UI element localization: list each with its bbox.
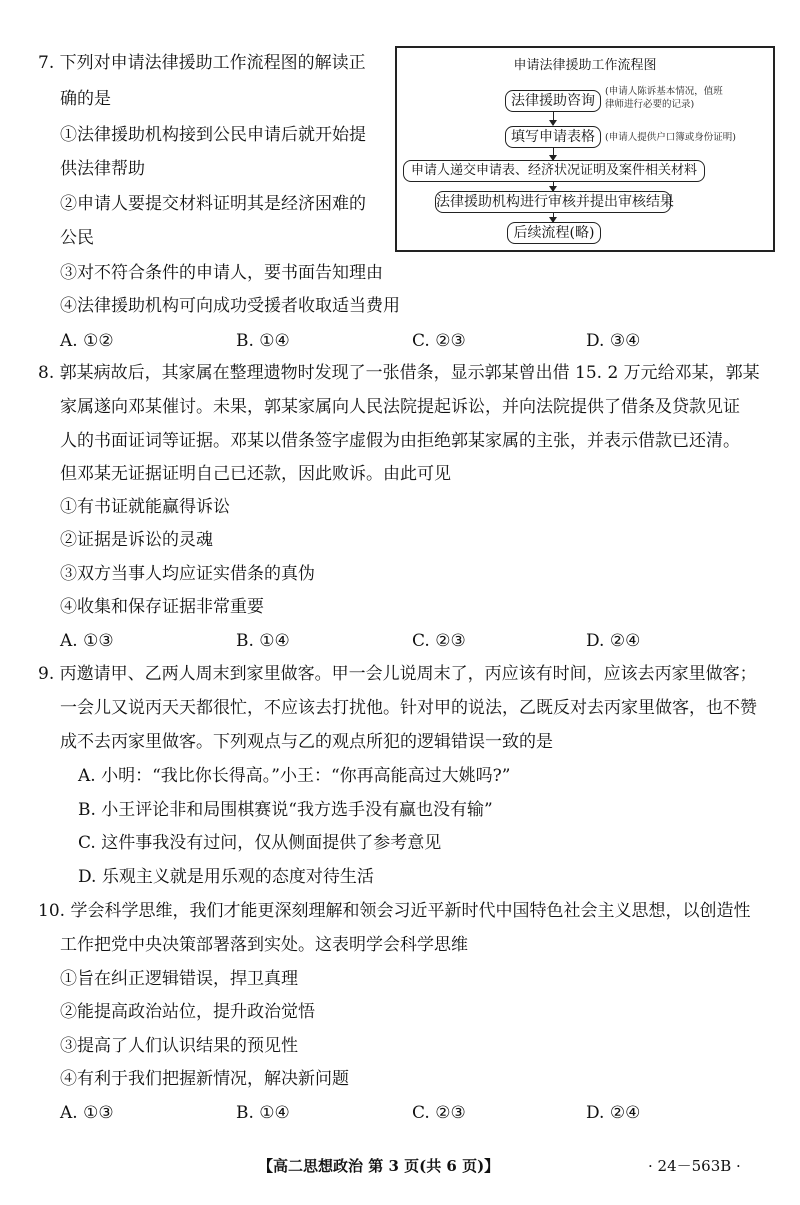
q9-stem-line3: 成不去丙家里做客。下列观点与乙的观点所犯的逻辑错误一致的是: [60, 732, 553, 752]
q8-statement-4: ④收集和保存证据非常重要: [60, 597, 264, 617]
flow-step-form: 填写申请表格: [505, 126, 601, 148]
flow-note-1a: (申请人陈诉基本情况，值班: [605, 86, 723, 97]
q7-option-a: A. ①②: [60, 331, 114, 351]
q10-option-a: A. ①③: [60, 1103, 114, 1123]
q7-statement-2a: ②申请人要提交材料证明其是经济困难的: [60, 194, 366, 214]
flowchart-title: 申请法律援助工作流程图: [513, 58, 657, 73]
flow-note-1b: 律师进行必要的记录): [605, 99, 695, 110]
flow-arrow-3: [553, 181, 554, 191]
q8-statement-3: ③双方当事人均应证实借条的真伪: [60, 564, 315, 584]
flow-arrow-2: [553, 148, 554, 160]
legal-aid-flowchart: [395, 46, 775, 252]
q9-option-c: C. 这件事我没有过问，仅从侧面提供了参考意见: [78, 833, 442, 853]
flow-step-review: 法律援助机构进行审核并提出审核结果: [435, 191, 671, 213]
q9-option-a: A. 小明：“我比你长得高。”小王：“你再高能高过大姚吗?”: [78, 766, 511, 786]
q7-statement-1b: 供法律帮助: [60, 159, 145, 179]
q8-stem-line4: 但邓某无证据证明自己已还款，因此败诉。由此可见: [60, 464, 451, 484]
q8-statement-2: ②证据是诉讼的灵魂: [60, 530, 213, 550]
q10-stem-line1: 10. 学会科学思维，我们才能更深刻理解和领会习近平新时代中国特色社会主义思想，以创造性: [38, 901, 751, 921]
q8-option-c: C. ②③: [412, 631, 466, 651]
q10-option-d: D. ②④: [586, 1103, 641, 1123]
q7-stem-line2: 确的是: [60, 89, 111, 109]
q10-stem-line2: 工作把党中央决策部署落到实处。这表明学会科学思维: [60, 935, 468, 955]
q10-statement-3: ③提高了人们认识结果的预见性: [60, 1036, 298, 1056]
flow-note-2: (申请人提供户口簿或身份证明): [605, 132, 736, 143]
q10-statement-4: ④有利于我们把握新情况，解决新问题: [60, 1069, 349, 1089]
q8-option-b: B. ①④: [236, 631, 290, 651]
q7-option-b: B. ①④: [236, 331, 290, 351]
q7-statement-3: ③对不符合条件的申请人，要书面告知理由: [60, 263, 383, 283]
q7-option-d: D. ③④: [586, 331, 641, 351]
q8-stem-line3: 人的书面证词等证据。邓某以借条签字虚假为由拒绝郭某家属的主张，并表示借款已还清。: [60, 431, 740, 451]
q10-option-b: B. ①④: [236, 1103, 290, 1123]
flow-step-followup: 后续流程(略): [507, 222, 601, 244]
q8-stem-line2: 家属遂向邓某催讨。未果，郭某家属向人民法院提起诉讼，并向法院提供了借条及贷款见证: [60, 397, 740, 417]
q9-option-b: B. 小王评论非和局围棋赛说“我方选手没有赢也没有输”: [78, 800, 493, 820]
flow-step-submit: 申请人递交申请表、经济状况证明及案件相关材料: [403, 160, 705, 182]
flow-arrow-4: [553, 212, 554, 222]
page-footer-title: 【高二思想政治 第 3 页(共 6 页)】: [258, 1157, 500, 1175]
q9-stem-line1: 9. 丙邀请甲、乙两人周末到家里做客。甲一会儿说周末了，丙应该有时间，应该去丙家里做客；: [38, 664, 757, 684]
q9-stem-line2: 一会儿又说丙天天都很忙，不应该去打扰他。针对甲的说法，乙既反对去丙家里做客，也不赞: [60, 698, 757, 718]
q7-statement-2b: 公民: [60, 228, 94, 248]
q8-statement-1: ①有书证就能赢得诉讼: [60, 497, 230, 517]
q7-statement-1a: ①法律援助机构接到公民申请后就开始提: [60, 125, 366, 145]
q8-stem-line1: 8. 郭某病故后，其家属在整理遗物时发现了一张借条，显示郭某曾出借 15. 2 万元给邓某，郭某: [38, 363, 760, 383]
q8-option-d: D. ②④: [586, 631, 641, 651]
page-footer-code: · 24－563B ·: [648, 1157, 741, 1175]
flow-step-consult: 法律援助咨询: [505, 90, 601, 112]
flow-arrow-1: [553, 112, 554, 125]
q10-statement-1: ①旨在纠正逻辑错误，捍卫真理: [60, 969, 298, 989]
q9-option-d: D. 乐观主义就是用乐观的态度对待生活: [78, 867, 374, 887]
q8-option-a: A. ①③: [60, 631, 114, 651]
q7-statement-4: ④法律援助机构可向成功受援者收取适当费用: [60, 296, 400, 316]
q10-option-c: C. ②③: [412, 1103, 466, 1123]
q10-statement-2: ②能提高政治站位，提升政治觉悟: [60, 1002, 315, 1022]
q7-option-c: C. ②③: [412, 331, 466, 351]
q7-stem-line1: 7. 下列对申请法律援助工作流程图的解读正: [38, 53, 366, 73]
